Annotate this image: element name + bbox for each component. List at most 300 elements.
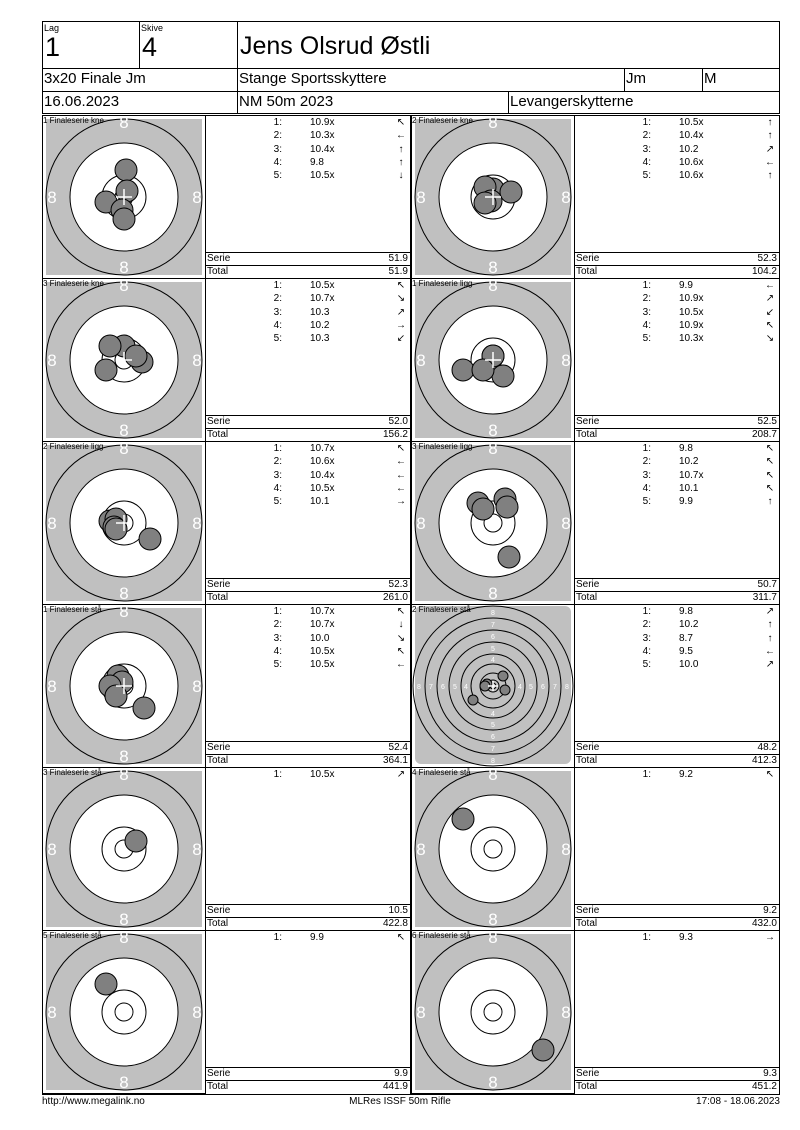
ring-number: 8 xyxy=(565,684,569,691)
ring-number: 8 xyxy=(47,514,57,533)
target-face xyxy=(412,768,574,930)
class-code-box xyxy=(624,68,702,91)
shot-score: 10.2 xyxy=(679,456,699,468)
ring-number: 8 xyxy=(491,610,495,617)
ring-number: 6 xyxy=(441,684,445,691)
shot-score: 10.6x xyxy=(679,156,704,168)
ring-number: 8 xyxy=(488,768,498,784)
club-name: Stange Sportsskyttere xyxy=(239,70,387,87)
ring-number: 8 xyxy=(416,840,426,859)
shot-score: 9.8 xyxy=(310,156,324,168)
shot-number: 1: xyxy=(273,769,282,780)
series-info-3 xyxy=(206,278,411,442)
shot-direction-arrow-icon: ↖ xyxy=(396,280,406,291)
series-label: 3 Finaleserie kne xyxy=(43,279,104,288)
shot-score: 10.5x xyxy=(310,170,335,182)
shot-direction-arrow-icon: ↑ xyxy=(398,143,404,155)
shot-number: 1: xyxy=(642,117,651,128)
shot-score: 10.6x xyxy=(679,170,704,182)
serie-row xyxy=(206,578,410,591)
shot-hole xyxy=(532,1039,554,1061)
shot-row xyxy=(206,769,410,781)
serie-label: Serie xyxy=(576,416,600,427)
serie-score: 52.0 xyxy=(388,416,408,427)
ring-number: 8 xyxy=(488,258,498,277)
shooter-name: Jens Olsrud Østli xyxy=(240,32,431,60)
ring-number: 8 xyxy=(561,351,571,370)
shot-score: 10.3x xyxy=(679,333,704,345)
shot-score: 10.2 xyxy=(310,319,330,331)
total-label: Total xyxy=(207,918,229,929)
shot-row xyxy=(206,496,410,508)
total-score: 51.9 xyxy=(388,266,408,277)
total-score: 451.2 xyxy=(751,1081,777,1092)
shot-row xyxy=(206,456,410,468)
total-score: 156.2 xyxy=(382,429,408,440)
total-score: 208.7 xyxy=(751,429,777,440)
ring-number: 8 xyxy=(192,840,202,859)
shot-score: 10.7x xyxy=(310,293,335,305)
shot-direction-arrow-icon: ↖ xyxy=(396,117,406,128)
shot-row xyxy=(575,333,779,345)
shot-row xyxy=(575,483,779,495)
ring-number: 8 xyxy=(488,931,498,947)
shot-direction-arrow-icon: ← xyxy=(396,659,406,671)
target-1 xyxy=(42,115,206,279)
shot-score: 10.0 xyxy=(310,632,330,644)
total-score: 432.0 xyxy=(751,918,777,929)
shot-row xyxy=(575,443,779,455)
shot-score: 10.5x xyxy=(310,769,335,780)
skive-value: 4 xyxy=(142,32,158,62)
shot-hole xyxy=(115,159,137,181)
shot-number: 5: xyxy=(273,333,282,345)
shot-number: 1: xyxy=(273,932,282,943)
shot-score: 9.2 xyxy=(679,769,693,780)
shot-score: 10.0 xyxy=(679,659,699,671)
name-box xyxy=(237,21,780,68)
total-label: Total xyxy=(576,755,598,766)
ring-number: 8 xyxy=(119,258,129,277)
total-row xyxy=(575,265,779,278)
serie-score: 52.3 xyxy=(388,579,408,590)
gender-box xyxy=(702,68,780,91)
shot-hole xyxy=(472,498,494,520)
shot-hole xyxy=(498,671,508,681)
serie-score: 9.2 xyxy=(763,905,777,916)
shot-direction-arrow-icon: ↘ xyxy=(396,632,406,644)
ring-number: 8 xyxy=(119,768,129,784)
serie-row xyxy=(575,904,779,917)
shot-direction-arrow-icon: → xyxy=(396,496,406,508)
ring-number: 8 xyxy=(119,421,129,440)
serie-label: Serie xyxy=(207,905,231,916)
shot-number: 1: xyxy=(273,117,282,128)
serie-label: Serie xyxy=(576,1068,600,1079)
date: 16.06.2023 xyxy=(44,93,120,110)
shot-number: 4: xyxy=(273,156,282,168)
shot-direction-arrow-icon: ↓ xyxy=(398,619,404,631)
shot-row xyxy=(575,769,779,781)
ring-number: 8 xyxy=(561,1003,571,1022)
ring xyxy=(70,958,178,1066)
target-face xyxy=(43,931,205,1093)
shot-row xyxy=(575,280,779,292)
ring-number: 7 xyxy=(429,684,433,691)
class-code: Jm xyxy=(626,70,646,87)
total-row xyxy=(575,1080,779,1093)
shot-number: 2: xyxy=(642,293,651,305)
target-face xyxy=(43,768,205,930)
ring xyxy=(70,795,178,903)
shot-hole xyxy=(99,335,121,357)
shot-direction-arrow-icon: ↗ xyxy=(765,143,775,155)
organizer-box xyxy=(508,91,780,114)
header xyxy=(42,21,780,114)
ring-number: 8 xyxy=(119,931,129,947)
shot-row xyxy=(575,456,779,468)
total-label: Total xyxy=(207,1081,229,1092)
shot-score: 9.8 xyxy=(679,606,693,617)
series-info-2 xyxy=(575,115,780,279)
shot-row xyxy=(206,307,410,319)
shot-row xyxy=(575,470,779,482)
shot-score: 10.1 xyxy=(679,482,699,494)
serie-score: 52.3 xyxy=(757,253,777,264)
shot-number: 1: xyxy=(642,443,651,454)
ring-number: 4 xyxy=(491,657,495,664)
shot-number: 3: xyxy=(642,632,651,644)
shot-row xyxy=(206,633,410,645)
target-10 xyxy=(411,767,575,931)
ring-number: 8 xyxy=(488,116,498,132)
total-row xyxy=(575,917,779,930)
ring-number: 8 xyxy=(192,351,202,370)
serie-label: Serie xyxy=(207,416,231,427)
competition: NM 50m 2023 xyxy=(239,93,334,110)
shot-direction-arrow-icon: ← xyxy=(396,130,406,142)
serie-label: Serie xyxy=(576,253,600,264)
serie-row xyxy=(206,741,410,754)
ring-number: 8 xyxy=(488,442,498,458)
shot-score: 9.9 xyxy=(310,932,324,943)
shot-row xyxy=(575,144,779,156)
total-label: Total xyxy=(576,592,598,603)
ring-number: 7 xyxy=(491,622,495,629)
target-face xyxy=(412,279,574,441)
shot-hole xyxy=(139,528,161,550)
total-row xyxy=(575,591,779,604)
series-info-10 xyxy=(575,767,780,931)
shot-number: 2: xyxy=(273,130,282,142)
shot-number: 5: xyxy=(642,659,651,671)
shot-direction-arrow-icon: ↗ xyxy=(765,659,775,671)
ring xyxy=(439,958,547,1066)
footer-software: MLRes ISSF 50m Rifle xyxy=(349,1096,451,1107)
ring-number: 8 xyxy=(119,279,129,295)
shot-row xyxy=(206,333,410,345)
serie-score: 51.9 xyxy=(388,253,408,264)
total-row xyxy=(206,591,410,604)
serie-row xyxy=(575,1067,779,1080)
series-label: 3 Finaleserie ligg xyxy=(412,442,473,451)
shot-hole xyxy=(133,697,155,719)
competition-box xyxy=(237,91,508,114)
ring-number: 8 xyxy=(119,1073,129,1092)
series-info-8 xyxy=(575,604,780,768)
total-row xyxy=(206,754,410,767)
shot-number: 1: xyxy=(273,606,282,617)
shot-number: 3: xyxy=(642,306,651,318)
ring-number: 8 xyxy=(119,442,129,458)
shot-row xyxy=(575,130,779,142)
lag-label: Lag xyxy=(44,23,60,33)
ring-number: 8 xyxy=(561,188,571,207)
shot-row xyxy=(575,320,779,332)
ring-number: 8 xyxy=(488,279,498,295)
shot-direction-arrow-icon: ↖ xyxy=(765,456,775,468)
shot-row xyxy=(206,130,410,142)
gender: M xyxy=(704,70,717,87)
lag-box xyxy=(42,21,139,68)
shot-direction-arrow-icon: ↘ xyxy=(765,333,775,345)
target-face xyxy=(412,442,574,604)
shot-hole xyxy=(500,685,510,695)
shot-score: 8.7 xyxy=(679,632,693,644)
ring-number: 8 xyxy=(47,188,57,207)
shot-row xyxy=(206,932,410,944)
shot-row xyxy=(575,633,779,645)
shot-hole xyxy=(116,180,138,202)
series-info-11 xyxy=(206,930,411,1094)
series-info-9 xyxy=(206,767,411,931)
shot-score: 10.3x xyxy=(310,130,335,142)
serie-row xyxy=(575,252,779,265)
ring-number: 8 xyxy=(119,910,129,929)
shot-direction-arrow-icon: ↘ xyxy=(396,293,406,305)
shot-row xyxy=(206,606,410,618)
shot-score: 9.3 xyxy=(679,932,693,943)
total-score: 364.1 xyxy=(382,755,408,766)
ring-number: 5 xyxy=(453,684,457,691)
shot-row xyxy=(575,496,779,508)
shot-hole xyxy=(113,208,135,230)
ring-number: 8 xyxy=(417,684,421,691)
target-face xyxy=(412,931,574,1093)
ring-number: 8 xyxy=(47,1003,57,1022)
shot-row xyxy=(575,646,779,658)
shot-row xyxy=(206,117,410,129)
shot-direction-arrow-icon: ↖ xyxy=(765,469,775,481)
shot-row xyxy=(206,157,410,169)
ring-number: 8 xyxy=(119,116,129,132)
target-face xyxy=(412,116,574,278)
shot-number: 5: xyxy=(642,170,651,182)
shot-direction-arrow-icon: ↗ xyxy=(396,769,406,780)
shot-score: 10.4x xyxy=(310,469,335,481)
series-info-7 xyxy=(206,604,411,768)
shot-direction-arrow-icon: ↙ xyxy=(396,333,406,345)
ring-number: 4 xyxy=(464,684,468,691)
shot-score: 10.6x xyxy=(310,456,335,468)
total-row xyxy=(206,265,410,278)
total-score: 441.9 xyxy=(382,1081,408,1092)
shot-hole xyxy=(498,546,520,568)
ring-number: 6 xyxy=(491,734,495,741)
shot-row xyxy=(206,619,410,631)
club-box xyxy=(237,68,624,91)
shot-score: 10.2 xyxy=(679,619,699,631)
ring-number: 6 xyxy=(491,634,495,641)
shot-row xyxy=(206,443,410,455)
footer-timestamp: 17:08 - 18.06.2023 xyxy=(696,1096,780,1107)
shot-number: 3: xyxy=(273,143,282,155)
shot-number: 1: xyxy=(642,280,651,291)
shot-score: 10.5x xyxy=(310,645,335,657)
shot-score: 10.3 xyxy=(310,333,330,345)
shot-hole xyxy=(95,359,117,381)
series-info-6 xyxy=(575,441,780,605)
total-score: 261.0 xyxy=(382,592,408,603)
shot-number: 4: xyxy=(273,482,282,494)
shot-row xyxy=(206,470,410,482)
shot-number: 4: xyxy=(642,645,651,657)
ring-number: 7 xyxy=(491,746,495,753)
shot-row xyxy=(206,646,410,658)
shot-score: 9.9 xyxy=(679,496,693,508)
class-event: 3x20 Finale Jm xyxy=(44,70,146,87)
shot-direction-arrow-icon: ↑ xyxy=(767,170,773,182)
shot-number: 2: xyxy=(273,456,282,468)
lag-value: 1 xyxy=(45,32,61,62)
shot-direction-arrow-icon: ↑ xyxy=(767,632,773,644)
serie-row xyxy=(206,252,410,265)
shot-direction-arrow-icon: → xyxy=(765,932,775,943)
serie-label: Serie xyxy=(576,579,600,590)
shot-direction-arrow-icon: ↑ xyxy=(398,156,404,168)
shot-direction-arrow-icon: ↖ xyxy=(396,645,406,657)
shot-row xyxy=(575,307,779,319)
shot-direction-arrow-icon: → xyxy=(396,319,406,331)
shot-number: 2: xyxy=(642,619,651,631)
ring-number: 8 xyxy=(561,840,571,859)
shot-hole xyxy=(125,830,147,852)
shot-score: 10.9x xyxy=(679,293,704,305)
ring-number: 4 xyxy=(491,711,495,718)
ring-number: 8 xyxy=(119,584,129,603)
date-box xyxy=(42,91,237,114)
series-info-12 xyxy=(575,930,780,1094)
shot-score: 10.5x xyxy=(310,659,335,671)
total-label: Total xyxy=(576,429,598,440)
shot-direction-arrow-icon: ↗ xyxy=(396,306,406,318)
shot-score: 9.8 xyxy=(679,443,693,454)
target-face xyxy=(43,442,205,604)
shot-direction-arrow-icon: ↗ xyxy=(765,606,775,617)
ring-number: 8 xyxy=(491,758,495,765)
shot-score: 10.7x xyxy=(310,619,335,631)
ring-number: 7 xyxy=(553,684,557,691)
shot-score: 10.2 xyxy=(679,143,699,155)
ring-number: 8 xyxy=(488,421,498,440)
total-label: Total xyxy=(207,429,229,440)
total-label: Total xyxy=(576,1081,598,1092)
series-info-5 xyxy=(206,441,411,605)
total-score: 412.3 xyxy=(751,755,777,766)
shot-direction-arrow-icon: ↖ xyxy=(396,606,406,617)
total-score: 104.2 xyxy=(751,266,777,277)
serie-score: 48.2 xyxy=(757,742,777,753)
ring-number: 6 xyxy=(541,684,545,691)
shot-row xyxy=(575,659,779,671)
shot-hole xyxy=(492,365,514,387)
serie-row xyxy=(206,415,410,428)
shot-row xyxy=(575,293,779,305)
total-label: Total xyxy=(207,755,229,766)
ring-number: 8 xyxy=(47,677,57,696)
shot-direction-arrow-icon: ↙ xyxy=(765,306,775,318)
target-face xyxy=(43,116,205,278)
target-3 xyxy=(42,278,206,442)
ring-number: 5 xyxy=(491,722,495,729)
shot-score: 9.9 xyxy=(679,280,693,291)
target-5 xyxy=(42,441,206,605)
ring-number: 8 xyxy=(119,605,129,621)
shot-hole xyxy=(468,695,478,705)
shot-score: 10.9x xyxy=(310,117,335,128)
shot-direction-arrow-icon: ↑ xyxy=(767,130,773,142)
shot-score: 10.5x xyxy=(679,306,704,318)
shot-score: 10.5x xyxy=(310,280,335,291)
serie-row xyxy=(575,578,779,591)
serie-row xyxy=(206,1067,410,1080)
target-4 xyxy=(411,278,575,442)
series-label: 6 Finaleserie stå xyxy=(412,931,471,940)
ring-number: 8 xyxy=(416,351,426,370)
shot-direction-arrow-icon: ← xyxy=(396,482,406,494)
shot-number: 3: xyxy=(273,469,282,481)
total-label: Total xyxy=(207,266,229,277)
shot-number: 3: xyxy=(642,143,651,155)
shot-direction-arrow-icon: ↑ xyxy=(767,117,773,128)
ring-number: 8 xyxy=(192,514,202,533)
shot-number: 5: xyxy=(642,496,651,508)
ring-number: 8 xyxy=(416,514,426,533)
serie-label: Serie xyxy=(576,905,600,916)
serie-label: Serie xyxy=(207,579,231,590)
series-label: 1 Finaleserie ligg xyxy=(412,279,473,288)
shot-direction-arrow-icon: ↖ xyxy=(765,319,775,331)
shot-direction-arrow-icon: ← xyxy=(396,469,406,481)
total-label: Total xyxy=(576,918,598,929)
total-label: Total xyxy=(576,266,598,277)
shot-number: 1: xyxy=(642,606,651,617)
ring-number: 8 xyxy=(47,351,57,370)
serie-row xyxy=(575,415,779,428)
shot-score: 10.3 xyxy=(310,306,330,318)
serie-score: 52.5 xyxy=(757,416,777,427)
organizer: Levangerskytterne xyxy=(510,93,634,110)
serie-score: 10.5 xyxy=(388,905,408,916)
shot-hole xyxy=(500,181,522,203)
grid-bottom-border xyxy=(42,1094,780,1095)
ring-number: 8 xyxy=(192,188,202,207)
shot-score: 10.7x xyxy=(310,443,335,454)
series-label: 2 Finaleserie stå xyxy=(412,605,471,614)
shot-direction-arrow-icon: ↖ xyxy=(765,443,775,454)
shot-number: 3: xyxy=(273,306,282,318)
ring-number: 8 xyxy=(561,514,571,533)
